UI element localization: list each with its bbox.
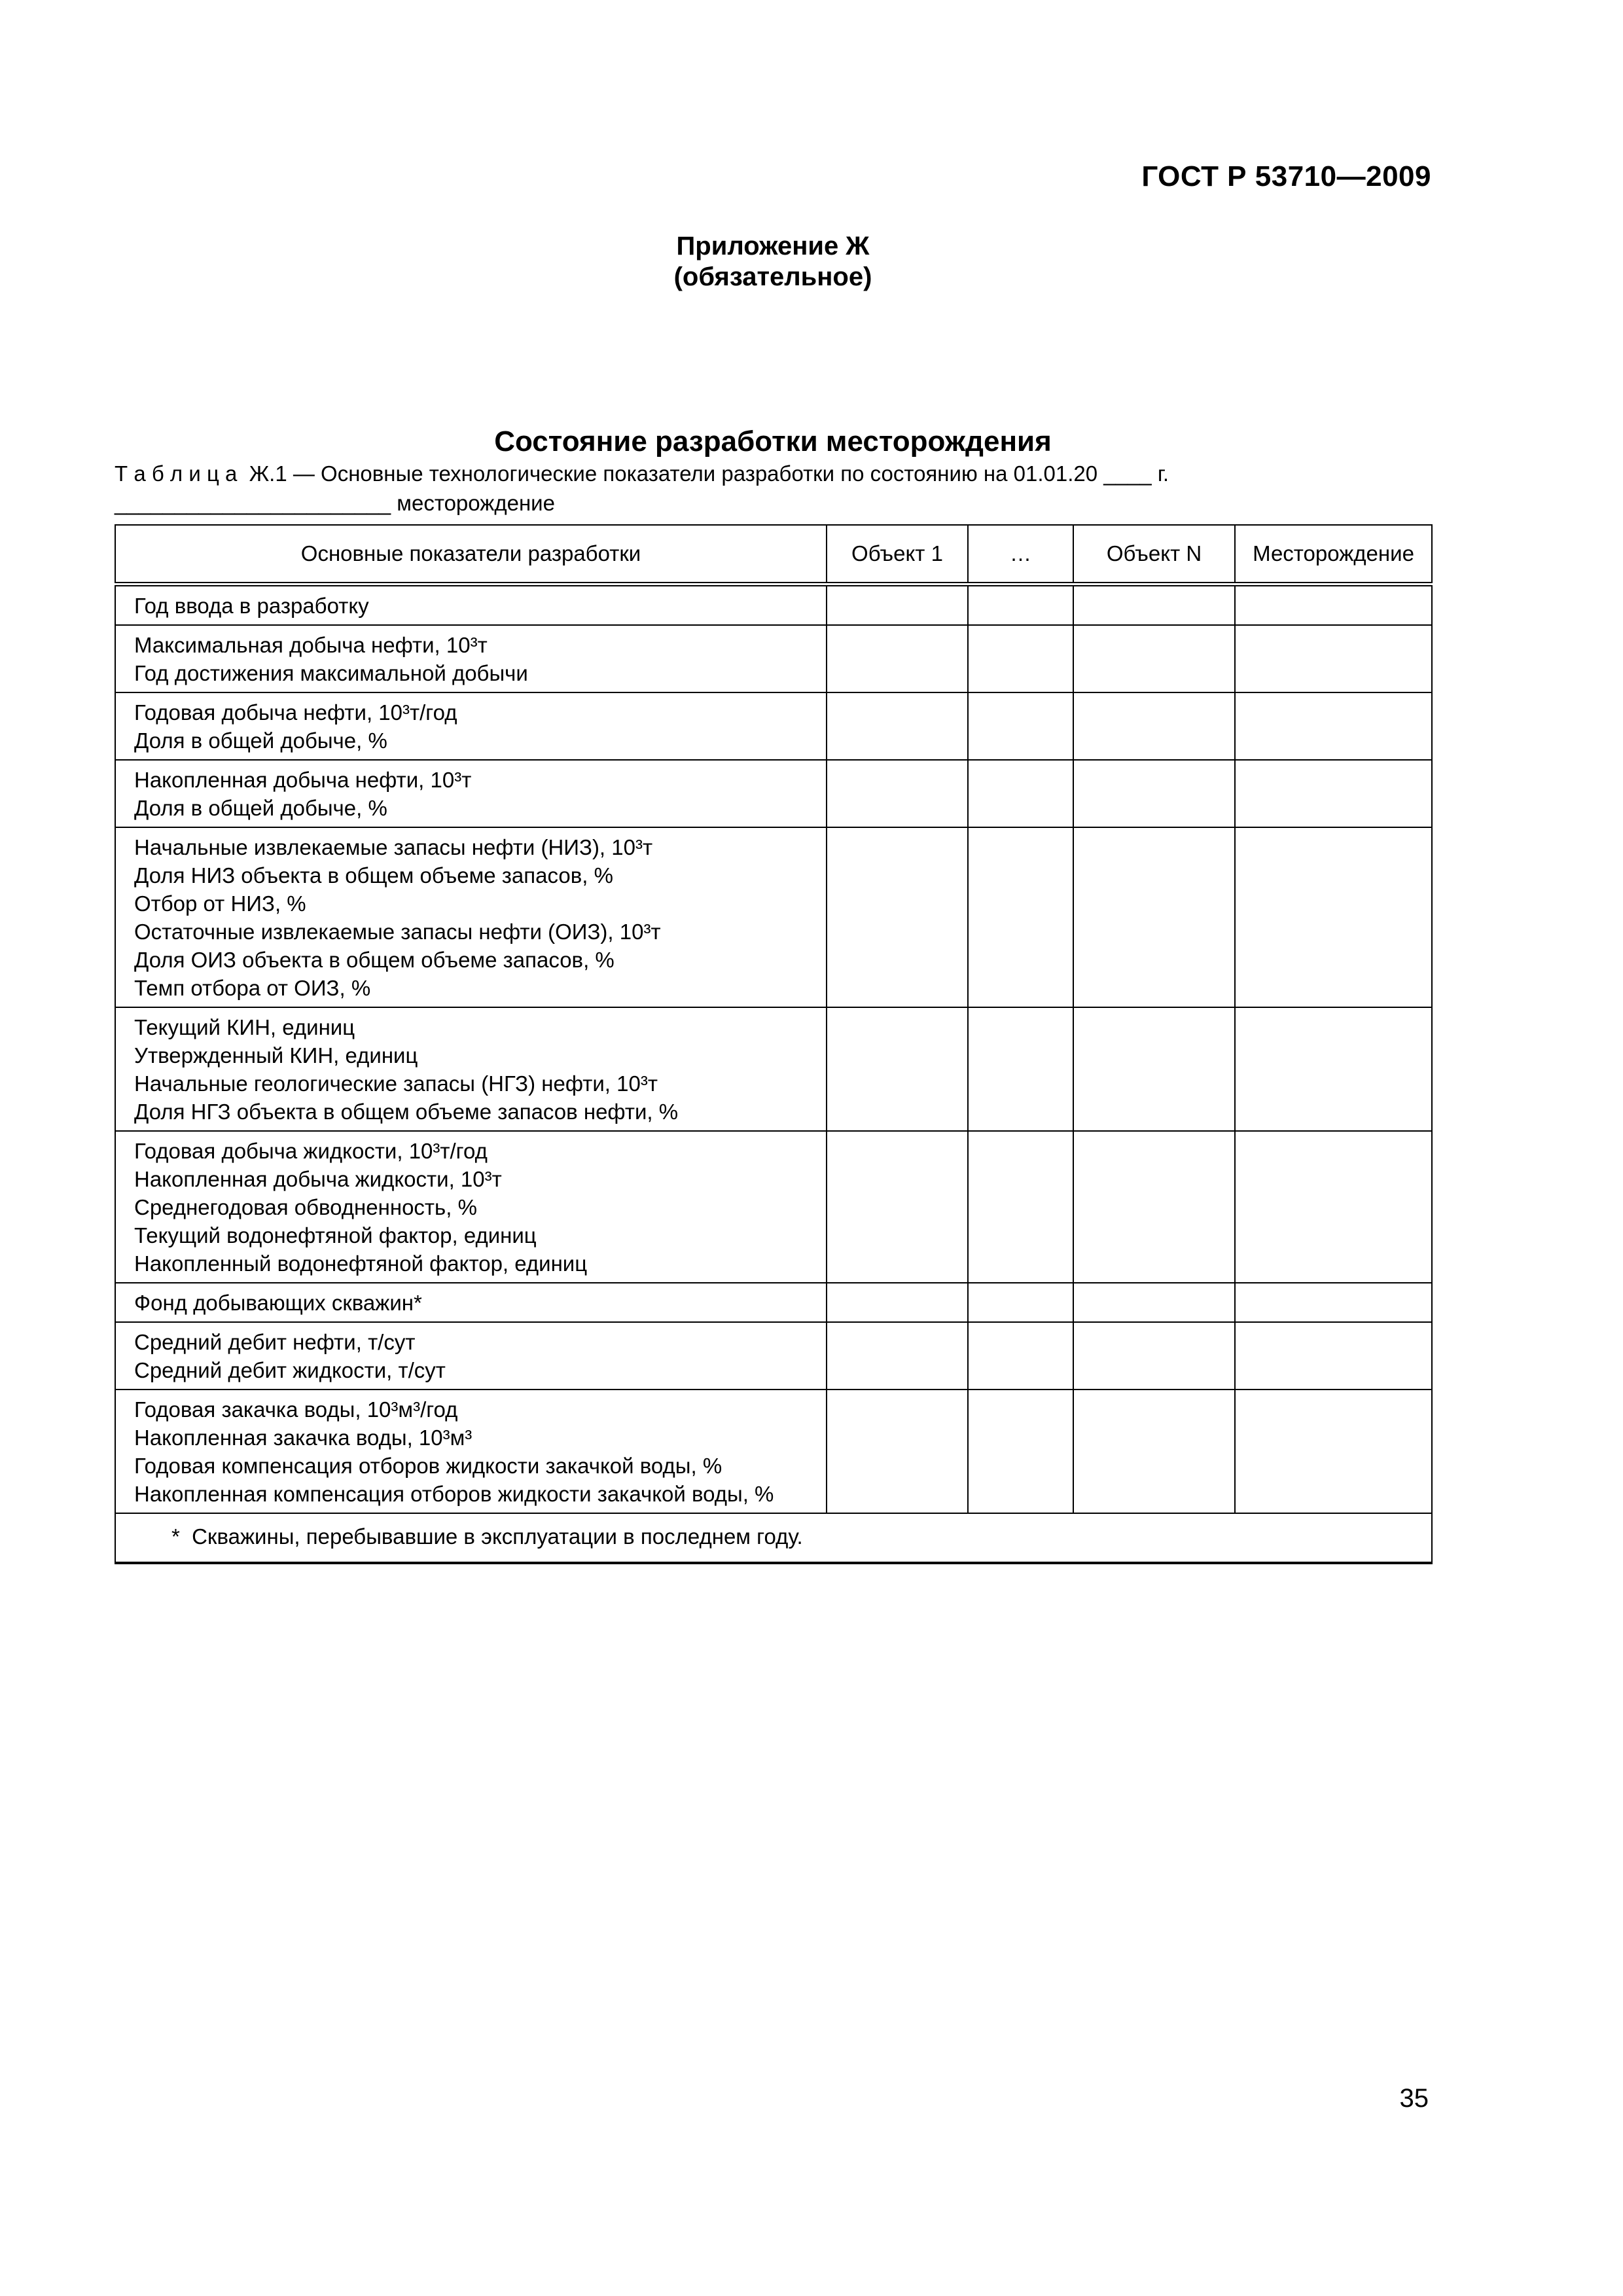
indicator-cell <box>115 1007 827 1131</box>
indicator-line: Доля в общей добыче, % <box>134 796 387 820</box>
table-caption-blank-line: _______________________ <box>115 491 391 515</box>
empty-cell <box>1073 692 1235 760</box>
table-row <box>115 584 1432 626</box>
table-row <box>115 1390 1432 1513</box>
empty-cell <box>827 625 968 692</box>
indicator-line: Доля в общей добыче, % <box>134 728 387 753</box>
empty-cell <box>827 1131 968 1283</box>
col-header-object1: Объект 1 <box>827 525 968 584</box>
empty-cell <box>1235 760 1432 827</box>
empty-cell <box>827 1007 968 1131</box>
indicator-line: Годовая добыча жидкости, 10³т/год <box>134 1139 488 1163</box>
indicator-cell <box>115 692 827 760</box>
empty-cell <box>968 760 1073 827</box>
indicator-line: Среднегодовая обводненность, % <box>134 1195 477 1219</box>
table-header-row <box>115 525 1432 584</box>
empty-cell <box>968 584 1073 626</box>
indicator-line: Накопленная закачка воды, 10³м³ <box>134 1426 473 1450</box>
empty-cell <box>1235 584 1432 626</box>
section-title: Состояние разработки месторождения <box>494 425 1052 457</box>
page-content <box>115 0 1431 1564</box>
table-row <box>115 1322 1432 1390</box>
indicator-line: Начальные извлекаемые запасы нефти (НИЗ), 10³т <box>134 835 653 859</box>
empty-cell <box>1073 584 1235 626</box>
empty-cell <box>1235 1390 1432 1513</box>
appendix-note: (обязательное) <box>673 262 872 291</box>
empty-cell <box>827 1322 968 1390</box>
indicator-cell <box>115 1322 827 1390</box>
empty-cell <box>1235 625 1432 692</box>
empty-cell <box>827 1390 968 1513</box>
indicator-line: Темп отбора от ОИЗ, % <box>134 976 371 1000</box>
indicator-line: Средний дебит жидкости, т/сут <box>134 1358 446 1382</box>
empty-cell <box>1073 760 1235 827</box>
indicator-line: Доля ОИЗ объекта в общем объеме запасов, % <box>134 948 615 972</box>
table-row <box>115 625 1432 692</box>
empty-cell <box>1073 1007 1235 1131</box>
empty-cell <box>968 1131 1073 1283</box>
appendix-title: Приложение Ж <box>676 232 870 260</box>
empty-cell <box>1235 827 1432 1007</box>
table-row <box>115 1007 1432 1131</box>
empty-cell <box>1073 1390 1235 1513</box>
table-caption-line2: месторождение <box>397 491 555 515</box>
empty-cell <box>1235 1322 1432 1390</box>
empty-cell <box>1235 1283 1432 1322</box>
appendix-heading <box>115 231 1431 293</box>
empty-cell <box>827 692 968 760</box>
indicator-line: Накопленная добыча жидкости, 10³т <box>134 1167 502 1191</box>
table-row <box>115 827 1432 1007</box>
indicator-cell <box>115 1131 827 1283</box>
indicator-cell <box>115 584 827 626</box>
empty-cell <box>1073 1283 1235 1322</box>
indicator-line: Средний дебит нефти, т/сут <box>134 1330 416 1354</box>
indicator-line: Текущий водонефтяной фактор, единиц <box>134 1223 537 1247</box>
empty-cell <box>827 760 968 827</box>
col-header-field: Месторождение <box>1235 525 1432 584</box>
indicator-line: Год ввода в разработку <box>134 594 369 618</box>
col-header-objectN: Объект N <box>1073 525 1235 584</box>
empty-cell <box>968 827 1073 1007</box>
empty-cell <box>968 1322 1073 1390</box>
empty-cell <box>968 1390 1073 1513</box>
empty-cell <box>968 1283 1073 1322</box>
indicator-line: Фонд добывающих скважин* <box>134 1291 422 1315</box>
standard-code: ГОСТ Р 53710—2009 <box>1141 160 1431 192</box>
indicator-line: Доля НИЗ объекта в общем объеме запасов, % <box>134 863 613 888</box>
indicator-line: Накопленная компенсация отборов жидкости закачкой воды, % <box>134 1482 774 1506</box>
indicator-cell <box>115 760 827 827</box>
empty-cell <box>1073 827 1235 1007</box>
indicator-line: Годовая компенсация отборов жидкости закачкой воды, % <box>134 1454 722 1478</box>
col-header-indicators: Основные показатели разработки <box>115 525 827 584</box>
indicator-cell <box>115 827 827 1007</box>
table-row <box>115 1131 1432 1283</box>
empty-cell <box>827 1283 968 1322</box>
indicator-line: Накопленный водонефтяной фактор, единиц <box>134 1251 588 1276</box>
indicator-cell <box>115 1390 827 1513</box>
indicator-line: Утвержденный КИН, единиц <box>134 1043 418 1067</box>
footnote-row <box>115 1513 1432 1563</box>
indicator-line: Накопленная добыча нефти, 10³т <box>134 768 472 792</box>
table-row <box>115 1283 1432 1322</box>
empty-cell <box>1073 1131 1235 1283</box>
table-caption <box>115 459 1431 518</box>
empty-cell <box>968 625 1073 692</box>
indicator-cell <box>115 1283 827 1322</box>
indicator-line: Текущий КИН, единиц <box>134 1015 355 1039</box>
table-row <box>115 760 1432 827</box>
indicator-line: Отбор от НИЗ, % <box>134 891 306 916</box>
empty-cell <box>1073 625 1235 692</box>
indicator-line: Остаточные извлекаемые запасы нефти (ОИЗ), 10³т <box>134 920 661 944</box>
empty-cell <box>827 827 968 1007</box>
empty-cell <box>1235 1131 1432 1283</box>
indicator-cell <box>115 625 827 692</box>
indicator-line: Годовая добыча нефти, 10³т/год <box>134 700 457 725</box>
table-row <box>115 692 1432 760</box>
indicator-line: Годовая закачка воды, 10³м³/год <box>134 1397 458 1422</box>
indicator-line: Начальные геологические запасы (НГЗ) нефти, 10³т <box>134 1071 658 1096</box>
empty-cell <box>968 692 1073 760</box>
page-number: 35 <box>1399 2084 1429 2113</box>
col-header-ellipsis: … <box>968 525 1073 584</box>
indicator-line: Доля НГЗ объекта в общем объеме запасов нефти, % <box>134 1100 679 1124</box>
empty-cell <box>827 584 968 626</box>
empty-cell <box>1235 692 1432 760</box>
empty-cell <box>1073 1322 1235 1390</box>
table-footnote: * Скважины, перебывавшие в эксплуатации в последнем году. <box>115 1513 1432 1563</box>
empty-cell <box>1235 1007 1432 1131</box>
empty-cell <box>968 1007 1073 1131</box>
indicator-line: Максимальная добыча нефти, 10³т <box>134 633 488 657</box>
table-caption-line1: Т а б л и ц а Ж.1 — Основные технологические показатели разработки по состоянию на 01.01.20 ____ г. <box>115 461 1169 486</box>
indicators-table <box>115 524 1433 1564</box>
indicator-line: Год достижения максимальной добычи <box>134 661 528 685</box>
